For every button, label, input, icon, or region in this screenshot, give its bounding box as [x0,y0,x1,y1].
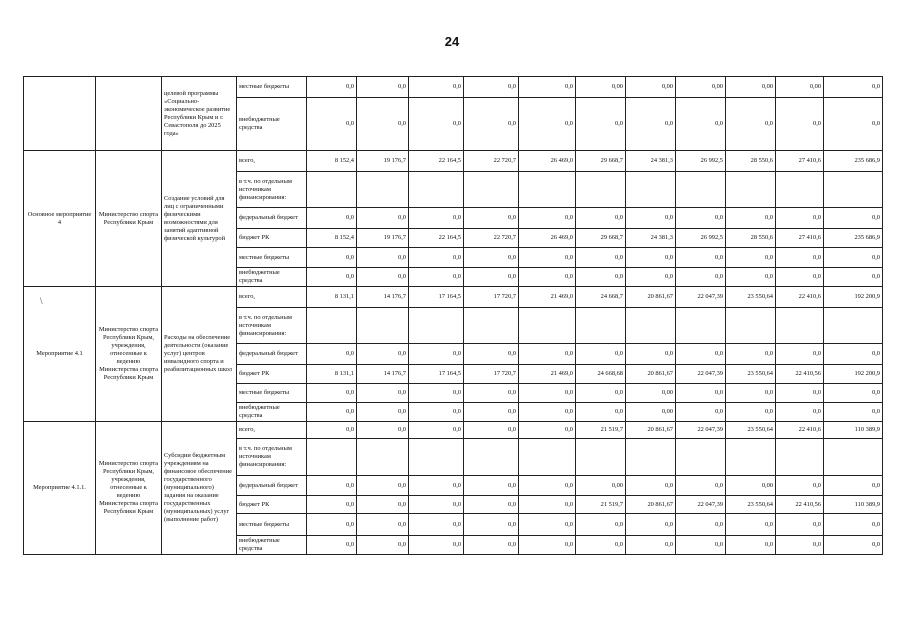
year-value-cell: 0,0 [464,514,519,536]
year-value-cell [464,172,519,208]
year-value-cell: 24 381,3 [626,151,676,172]
year-value-cell [307,308,357,344]
year-value-cell: 0,0 [519,476,576,496]
total-value-cell: 0,0 [824,268,883,287]
year-value-cell [307,439,357,476]
total-value-cell: 0,0 [824,77,883,98]
year-value-cell: 21 519,7 [576,422,626,439]
year-value-cell: 0,00 [626,77,676,98]
year-value-cell [676,172,726,208]
year-value-cell: 0,0 [519,514,576,536]
total-value-cell [824,439,883,476]
year-value-cell: 0,0 [626,536,676,555]
table-row [24,422,883,439]
year-value-cell: 0,0 [357,496,409,514]
description-cell: Субсидии бюджетным учреждениям на финансовое обеспечение государственного (муниципального) задания на оказание государственных (муниципальных) услуг (выполнение работ) [162,422,237,555]
year-value-cell: 21 469,0 [519,365,576,384]
year-value-cell: 28 550,6 [726,229,776,248]
year-value-cell [626,172,676,208]
funding-source-cell: бюджет РК [237,496,307,514]
total-value-cell: 0,0 [824,384,883,403]
year-value-cell [726,439,776,476]
year-value-cell: 28 550,6 [726,151,776,172]
year-value-cell: 0,0 [519,208,576,229]
year-value-cell: 0,0 [357,98,409,151]
year-value-cell: 0,0 [307,208,357,229]
total-value-cell [824,172,883,208]
year-value-cell [776,308,824,344]
year-value-cell: 24 668,7 [576,287,626,308]
year-value-cell: 19 176,7 [357,151,409,172]
year-value-cell: 27 410,6 [776,151,824,172]
year-value-cell [626,308,676,344]
year-value-cell: 0,0 [576,98,626,151]
year-value-cell: 0,0 [519,496,576,514]
year-value-cell: 0,0 [307,344,357,365]
year-value-cell: 0,0 [357,422,409,439]
year-value-cell: 0,0 [409,476,464,496]
year-value-cell: 20 861,67 [626,287,676,308]
year-value-cell: 0,0 [676,476,726,496]
year-value-cell: 0,0 [576,268,626,287]
year-value-cell: 22 164,5 [409,151,464,172]
year-value-cell: 0,0 [409,514,464,536]
funding-source-cell: в т.ч. по отдельным источникам финансирования: [237,439,307,476]
year-value-cell: 20 861,67 [626,365,676,384]
measure-cell: Мероприятие 4.1 [24,287,96,422]
year-value-cell: 0,00 [626,384,676,403]
year-value-cell: 0,00 [726,476,776,496]
year-value-cell: 0,0 [409,422,464,439]
total-value-cell: 110 389,9 [824,422,883,439]
year-value-cell: 0,0 [409,344,464,365]
year-value-cell: 19 176,7 [357,229,409,248]
year-value-cell: 0,0 [409,403,464,422]
year-value-cell: 0,0 [307,98,357,151]
year-value-cell: 0,0 [357,476,409,496]
year-value-cell: 0,0 [776,208,824,229]
year-value-cell: 0,0 [357,208,409,229]
year-value-cell: 0,0 [676,403,726,422]
table-row [24,287,883,308]
year-value-cell: 0,00 [776,77,824,98]
year-value-cell: 26 992,5 [676,151,726,172]
year-value-cell: 0,0 [776,344,824,365]
year-value-cell: 0,0 [519,344,576,365]
year-value-cell [576,308,626,344]
year-value-cell: 0,0 [464,422,519,439]
total-value-cell: 0,0 [824,208,883,229]
year-value-cell: 22 720,7 [464,229,519,248]
executor-cell: Министерство спорта Республики Крым [96,151,162,287]
year-value-cell: 0,0 [464,268,519,287]
year-value-cell [357,308,409,344]
funding-source-cell: всего, [237,151,307,172]
year-value-cell: 0,0 [357,77,409,98]
year-value-cell: 0,0 [776,514,824,536]
year-value-cell: 0,0 [519,403,576,422]
year-value-cell: 0,0 [576,514,626,536]
year-value-cell: 0,0 [776,536,824,555]
year-value-cell: 0,0 [409,77,464,98]
funding-source-cell: бюджет РК [237,229,307,248]
funding-source-cell: федеральный бюджет [237,344,307,365]
year-value-cell: 17 164,5 [409,365,464,384]
total-value-cell: 235 686,9 [824,229,883,248]
year-value-cell: 0,00 [676,77,726,98]
executor-cell [96,77,162,151]
year-value-cell: 0,0 [676,268,726,287]
year-value-cell: 0,0 [626,98,676,151]
year-value-cell: 22 720,7 [464,151,519,172]
year-value-cell: 0,0 [464,98,519,151]
year-value-cell: 0,0 [676,98,726,151]
description-cell: Создание условий для лиц с ограниченными физическими возможностями для занятий адаптивной физической культурой [162,151,237,287]
year-value-cell: 0,0 [357,514,409,536]
year-value-cell: 0,0 [464,77,519,98]
year-value-cell: 0,0 [626,476,676,496]
year-value-cell: 17 720,7 [464,287,519,308]
year-value-cell: 0,0 [409,208,464,229]
funding-source-cell: местные бюджеты [237,77,307,98]
year-value-cell: 0,0 [409,384,464,403]
year-value-cell [776,172,824,208]
table-row [24,151,883,172]
year-value-cell [726,308,776,344]
year-value-cell: 20 861,67 [626,496,676,514]
total-value-cell [824,308,883,344]
executor-cell: Министерство спорта Республики Крым, учреждения, отнесенные к ведению Министерства спорта Республики Крым [96,287,162,422]
funding-source-cell: местные бюджеты [237,248,307,268]
year-value-cell: 0,0 [726,384,776,403]
funding-source-cell: в т.ч. по отдельным источникам финансирования: [237,172,307,208]
year-value-cell [519,439,576,476]
year-value-cell: 24 381,3 [626,229,676,248]
year-value-cell: 0,0 [519,384,576,403]
total-value-cell: 0,0 [824,403,883,422]
funding-source-cell: всего, [237,422,307,439]
year-value-cell [676,439,726,476]
year-value-cell: 0,00 [576,476,626,496]
total-value-cell: 0,0 [824,344,883,365]
year-value-cell: 21 469,0 [519,287,576,308]
year-value-cell: 8 131,1 [307,365,357,384]
year-value-cell: 0,0 [576,536,626,555]
year-value-cell: 0,0 [519,98,576,151]
year-value-cell: 0,0 [464,384,519,403]
year-value-cell: 0,0 [307,536,357,555]
year-value-cell: 0,0 [676,536,726,555]
year-value-cell: 0,0 [409,496,464,514]
year-value-cell: 17 720,7 [464,365,519,384]
year-value-cell: 0,0 [776,403,824,422]
year-value-cell: 0,0 [519,77,576,98]
funding-source-cell: внебюджетные средства [237,98,307,151]
year-value-cell: 0,0 [776,248,824,268]
total-value-cell: 235 686,9 [824,151,883,172]
year-value-cell: 0,0 [626,248,676,268]
year-value-cell: 22 410,56 [776,496,824,514]
measure-cell: Основное мероприятие 4 [24,151,96,287]
year-value-cell: 0,0 [676,384,726,403]
year-value-cell: 29 668,7 [576,229,626,248]
year-value-cell: 0,0 [307,384,357,403]
year-value-cell: 0,0 [357,268,409,287]
year-value-cell: 0,0 [307,403,357,422]
year-value-cell: 0,0 [519,268,576,287]
year-value-cell: 24 668,68 [576,365,626,384]
year-value-cell: 22 410,56 [776,365,824,384]
year-value-cell: 0,0 [307,268,357,287]
year-value-cell: 0,0 [726,98,776,151]
year-value-cell: 22 164,5 [409,229,464,248]
year-value-cell [576,439,626,476]
year-value-cell: 0,0 [726,248,776,268]
year-value-cell [464,308,519,344]
year-value-cell: 14 176,7 [357,287,409,308]
year-value-cell: 0,00 [576,77,626,98]
year-value-cell: 0,0 [676,344,726,365]
year-value-cell: 0,0 [409,536,464,555]
funding-source-cell: внебюджетные средства [237,268,307,287]
year-value-cell: 0,0 [626,344,676,365]
year-value-cell: 0,0 [726,536,776,555]
total-value-cell: 0,0 [824,476,883,496]
year-value-cell: 27 410,6 [776,229,824,248]
total-value-cell: 110 389,9 [824,496,883,514]
year-value-cell: 0,0 [464,344,519,365]
year-value-cell [409,172,464,208]
year-value-cell: 21 519,7 [576,496,626,514]
year-value-cell [776,439,824,476]
year-value-cell [726,172,776,208]
year-value-cell: 0,0 [776,268,824,287]
funding-source-cell: местные бюджеты [237,514,307,536]
year-value-cell: 0,0 [726,208,776,229]
year-value-cell: 0,0 [576,248,626,268]
measure-cell: Мероприятие 4.1.1. [24,422,96,555]
measure-cell [24,77,96,151]
year-value-cell: 23 550,64 [726,496,776,514]
year-value-cell: 0,0 [307,476,357,496]
year-value-cell: 0,0 [464,403,519,422]
year-value-cell: 29 668,7 [576,151,626,172]
executor-cell: Министерство спорта Республики Крым, учреждения, отнесенные к ведению Министерства спорта Республики Крым [96,422,162,555]
year-value-cell: 0,0 [409,268,464,287]
year-value-cell [357,439,409,476]
year-value-cell: 0,0 [464,536,519,555]
year-value-cell: 23 550,64 [726,422,776,439]
year-value-cell: 0,0 [307,77,357,98]
funding-source-cell: всего, [237,287,307,308]
year-value-cell: 17 164,5 [409,287,464,308]
funding-source-cell: в т.ч. по отдельным источникам финансирования: [237,308,307,344]
year-value-cell: 0,0 [576,208,626,229]
year-value-cell: 0,0 [409,98,464,151]
year-value-cell: 0,00 [626,403,676,422]
year-value-cell: 22 047,39 [676,365,726,384]
year-value-cell: 0,0 [776,384,824,403]
year-value-cell: 0,0 [357,344,409,365]
year-value-cell: 0,0 [576,403,626,422]
total-value-cell: 192 200,9 [824,365,883,384]
year-value-cell: 0,0 [357,536,409,555]
stray-mark: \ [40,296,43,306]
total-value-cell: 192 200,9 [824,287,883,308]
total-value-cell: 0,0 [824,514,883,536]
year-value-cell: 8 152,4 [307,151,357,172]
year-value-cell: 0,0 [307,422,357,439]
year-value-cell: 20 861,67 [626,422,676,439]
year-value-cell [676,308,726,344]
year-value-cell [519,308,576,344]
year-value-cell: 0,00 [726,77,776,98]
year-value-cell: 22 047,39 [676,287,726,308]
funding-source-cell: местные бюджеты [237,384,307,403]
description-cell: целевой программы «Социально-экономическое развитие Республики Крым и г. Севастополя до 2025 года» [162,77,237,151]
year-value-cell [464,439,519,476]
year-value-cell: 0,0 [307,248,357,268]
year-value-cell: 0,0 [676,208,726,229]
year-value-cell: 0,0 [576,344,626,365]
year-value-cell: 14 176,7 [357,365,409,384]
year-value-cell: 0,0 [576,384,626,403]
year-value-cell: 8 131,1 [307,287,357,308]
year-value-cell [409,439,464,476]
year-value-cell: 26 992,5 [676,229,726,248]
description-cell: Расходы на обеспечение деятельности (оказание услуг) центров инвалидного спорта и реабилитационных школ [162,287,237,422]
year-value-cell: 0,0 [357,384,409,403]
year-value-cell: 0,0 [357,403,409,422]
year-value-cell: 0,0 [464,248,519,268]
year-value-cell: 0,0 [726,403,776,422]
year-value-cell: 0,0 [726,268,776,287]
year-value-cell [409,308,464,344]
year-value-cell: 0,0 [464,208,519,229]
year-value-cell: 0,0 [626,208,676,229]
year-value-cell [626,439,676,476]
year-value-cell: 0,0 [676,248,726,268]
year-value-cell: 22 410,6 [776,287,824,308]
funding-source-cell: внебюджетные средства [237,403,307,422]
funding-source-cell: внебюджетные средства [237,536,307,555]
funding-source-cell: федеральный бюджет [237,208,307,229]
year-value-cell: 0,0 [519,536,576,555]
year-value-cell: 0,0 [519,248,576,268]
year-value-cell: 23 550,64 [726,365,776,384]
year-value-cell: 0,0 [726,514,776,536]
year-value-cell: 0,0 [776,476,824,496]
page-number: 24 [444,34,460,49]
year-value-cell: 0,0 [626,514,676,536]
year-value-cell: 0,0 [676,514,726,536]
year-value-cell: 0,0 [307,496,357,514]
year-value-cell: 22 410,6 [776,422,824,439]
table-row [24,77,883,98]
year-value-cell [307,172,357,208]
budget-table [23,76,883,555]
year-value-cell: 0,0 [776,98,824,151]
year-value-cell [357,172,409,208]
year-value-cell: 26 469,0 [519,229,576,248]
year-value-cell: 0,0 [726,344,776,365]
total-value-cell: 0,0 [824,536,883,555]
year-value-cell [519,172,576,208]
year-value-cell: 0,0 [464,476,519,496]
year-value-cell [576,172,626,208]
year-value-cell: 22 047,39 [676,496,726,514]
year-value-cell: 0,0 [519,422,576,439]
year-value-cell: 23 550,64 [726,287,776,308]
year-value-cell: 0,0 [307,514,357,536]
year-value-cell: 0,0 [464,496,519,514]
year-value-cell: 0,0 [409,248,464,268]
year-value-cell: 0,0 [626,268,676,287]
funding-source-cell: федеральный бюджет [237,476,307,496]
year-value-cell: 26 469,0 [519,151,576,172]
total-value-cell: 0,0 [824,98,883,151]
year-value-cell: 0,0 [357,248,409,268]
total-value-cell: 0,0 [824,248,883,268]
year-value-cell: 8 152,4 [307,229,357,248]
funding-source-cell: бюджет РК [237,365,307,384]
year-value-cell: 22 047,39 [676,422,726,439]
